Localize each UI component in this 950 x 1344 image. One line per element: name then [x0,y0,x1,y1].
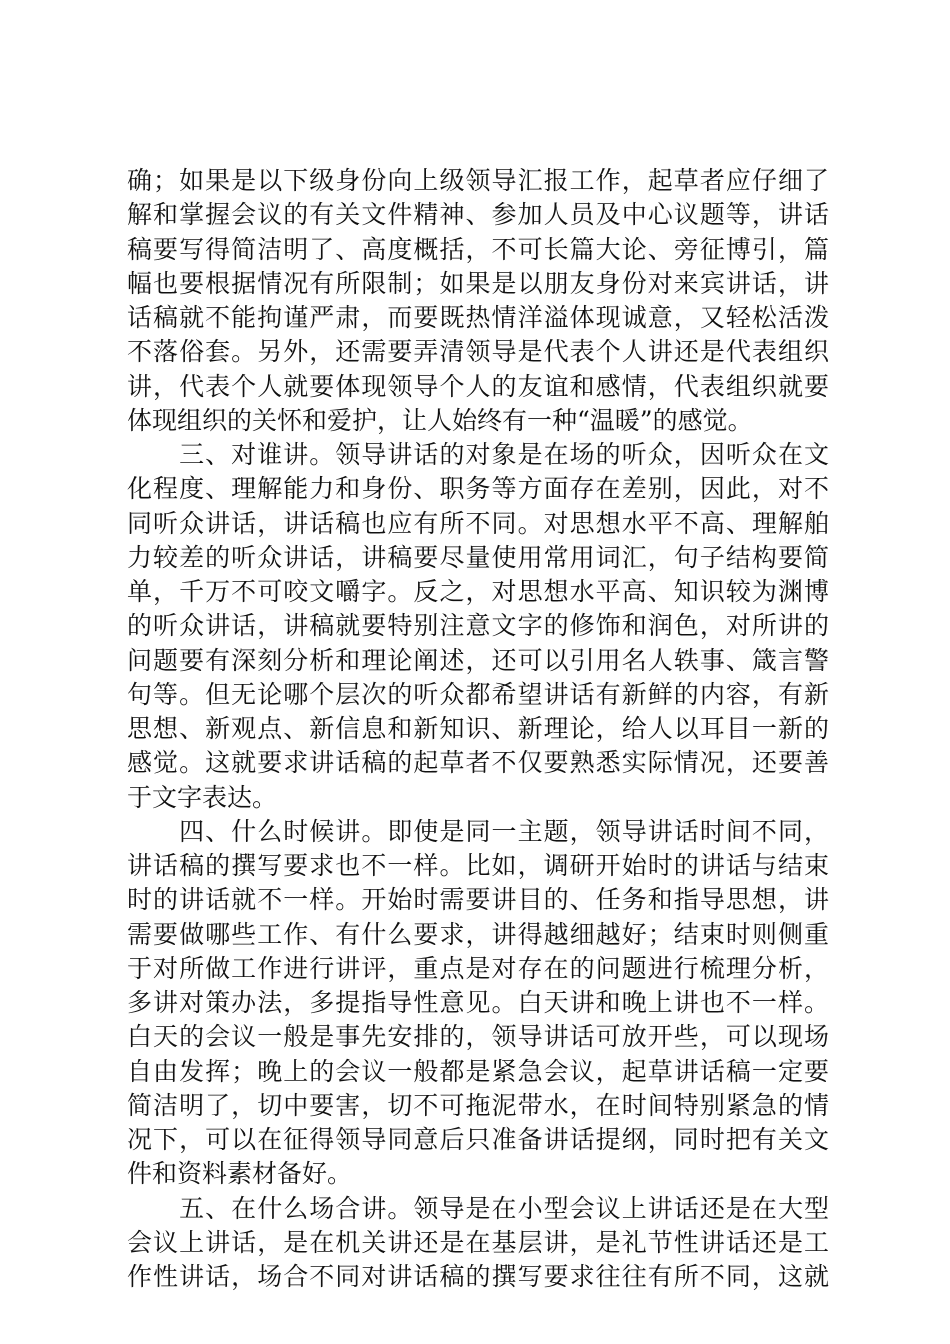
text-line: 单，千万不可咬文嚼字。反之，对思想水平高、知识较为渊博 [127,577,829,606]
text-line: 况下，可以在征得领导同意后只准备讲话提纲，同时把有关文 [127,1125,829,1154]
text-line: 白天的会议一般是事先安排的，领导讲话可放开些，可以现场 [127,1022,829,1052]
text-line: 的听众讲话，讲稿就要特别注意文字的修饰和润色，对所讲的 [127,611,829,641]
text-line: 会议上讲话，是在机关讲还是在基层讲，是礼节性讲话还是工 [127,1227,829,1257]
text-line: 句等。但无论哪个层次的听众都希望讲话有新鲜的内容，有新 [127,679,829,709]
text-line: 力较差的听众讲话，讲稿要尽量使用常用词汇，句子结构要简 [127,542,829,572]
text-line: 四、什么时候讲。即使是同一主题，领导讲话时间不同， [127,816,829,846]
text-line: 同听众讲话，讲话稿也应有所不同。对思想水平不高、理解舶 [127,508,829,538]
text-line: 讲，代表个人就要体现领导个人的友谊和感情，代表组织就要 [127,371,829,401]
text-line: 确；如果是以下级身份向上级领导汇报工作，起草者应仔细了 [127,166,829,195]
text-line: 于对所做工作进行讲评，重点是对存在的问题进行梳理分析， [127,953,829,983]
text-line: 时的讲话就不一样。开始时需要讲目的、任务和指导思想，讲 [127,885,829,915]
text-line: 不落俗套。另外，还需要弄清领导是代表个人讲还是代表组织 [127,337,829,367]
text-line: 需要做哪些工作、有什么要求，讲得越细越好；结束时则侧重 [127,919,829,949]
text-line: 讲话稿的撰写要求也不一样。比如，调研开始时的讲话与结束 [127,851,829,880]
text-line: 解和掌握会议的有关文件精神、参加人员及中心议题等，讲话 [127,200,829,230]
text-line: 三、对谁讲。领导讲话的对象是在场的听众，因听众在文 [127,440,829,469]
text-line: 于文字表达。 [127,782,278,812]
document-body [127,164,829,1294]
text-line: 问题要有深刻分析和理论阐述，还可以引用名人轶事、箴言警 [127,645,829,675]
text-line: 五、在什么场合讲。领导是在小型会议上讲话还是在大型 [127,1193,829,1223]
text-line: 话稿就不能拘谨严肃，而要既热情洋溢体现诚意，又轻松活泼 [127,303,829,332]
text-line: 化程度、理解能力和身份、职务等方面存在差别，因此，对不 [127,474,829,504]
text-line: 思想、新观点、新信息和新知识、新理论，给人以耳目一新的 [127,714,829,743]
text-line: 感觉。这就要求讲话稿的起草者不仅要熟悉实际情况，还要善 [127,748,829,778]
text-line: 多讲对策办法，多提指导性意见。白天讲和晚上讲也不一样。 [127,988,829,1017]
text-line: 体现组织的关怀和爱护，让人始终有一种“温暖”的感觉。 [127,405,753,435]
text-line: 稿要写得简洁明了、高度概括，不可长篇大论、旁征博引，篇 [127,234,829,264]
text-line: 简洁明了，切中要害，切不可拖泥带水，在时间特别紧急的情 [127,1090,829,1120]
text-line: 自由发挥；晚上的会议一般都是紧急会议，起草讲话稿一定要 [127,1056,829,1086]
text-line: 作性讲话，场合不同对讲话稿的撰写要求往往有所不同，这就 [127,1262,829,1291]
text-line: 件和资料素材备好。 [127,1159,353,1189]
text-line: 幅也要根据情况有所限制；如果是以朋友身份对来宾讲话，讲 [127,268,829,298]
